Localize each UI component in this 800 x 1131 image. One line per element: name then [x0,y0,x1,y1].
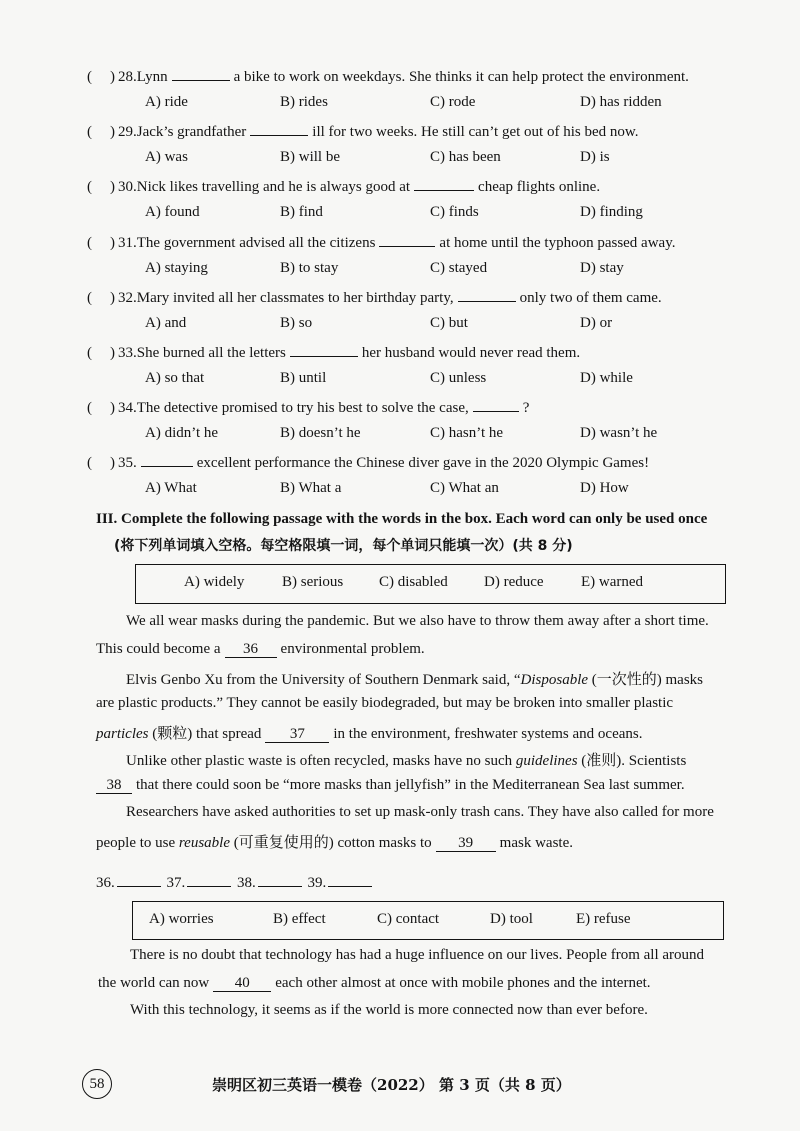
option-d[interactable]: D) has ridden [580,94,662,110]
word-box-2-item: C) contact [377,911,440,927]
answer-bracket-close: ) [110,455,115,471]
question-blank[interactable] [290,342,358,357]
question-31 [87,232,675,252]
word-box-1 [135,564,726,604]
question-number: 31. [118,235,137,251]
option-a[interactable]: A) What [145,480,197,496]
answer-36-field[interactable] [117,872,161,887]
answer-bracket[interactable]: ( [87,400,92,416]
question-number: 32. [118,290,137,306]
question-29 [87,121,639,141]
option-b[interactable]: B) rides [280,94,328,110]
answer-bracket[interactable]: ( [87,455,92,471]
option-c[interactable]: C) stayed [430,260,488,276]
option-c[interactable]: C) hasn’t he [430,425,504,441]
option-c[interactable]: C) finds [430,204,479,220]
option-c[interactable]: C) but [430,315,468,331]
question-blank[interactable] [458,287,516,302]
passage-line: are plastic products.” They cannot be easily biodegraded, but may be broken into smaller plastic [96,695,674,711]
option-a[interactable]: A) staying [145,260,208,276]
question-32 [87,287,662,307]
passage-line: particles (颗粒) that spread 37 in the environment, freshwater systems and oceans. [96,726,643,742]
question-stem-end: excellent performance the Chinese diver gave in the 2020 Olympic Games! [196,455,650,471]
option-c[interactable]: C) rode [430,94,476,110]
question-blank[interactable] [172,66,230,81]
passage-line: Unlike other plastic waste is often recycled, masks have no such guidelines (准则). Scientists [126,753,687,769]
question-stem: Jack’s grandfather [136,124,247,140]
question-stem-end: ill for two weeks. He still can’t get out of his bed now. [312,124,639,140]
word-box-1-item: D) reduce [484,574,544,590]
blank-37[interactable]: 37 [265,726,329,743]
section-title-zh: (将下列单词填入空格。每空格限填一词，每个单词只能填一次）(共 8 分) [114,538,573,554]
option-b[interactable]: B) What a [280,480,342,496]
blank-38[interactable]: 38 [96,777,132,794]
word-box-2 [132,901,724,940]
question-28 [87,66,689,86]
question-stem-end: ? [522,400,530,416]
question-blank[interactable] [250,121,308,136]
passage-line: With this technology, it seems as if the world is more connected now than ever before. [130,1002,648,1018]
word-box-2-item: B) effect [273,911,326,927]
answer-bracket-close: ) [110,235,115,251]
option-c[interactable]: C) What an [430,480,499,496]
answer-line: 36. 37. 38. 39. [96,872,374,892]
passage-line: There is no doubt that technology has had a huge influence on our lives. People from all around [130,947,705,963]
passage-line: the world can now 40 each other almost at once with mobile phones and the internet. [98,975,651,991]
section-title-en: III. Complete the following passage with the words in the box. Each word can only be used once [96,511,708,527]
question-stem-end: cheap flights online. [478,179,601,195]
blank-40[interactable]: 40 [213,975,271,992]
option-a[interactable]: A) so that [145,370,205,386]
option-a[interactable]: A) and [145,315,187,331]
question-blank[interactable] [141,452,193,467]
question-stem: The government advised all the citizens [136,235,376,251]
word-box-1-item: C) disabled [379,574,448,590]
option-b[interactable]: B) doesn’t he [280,425,361,441]
option-b[interactable]: B) will be [280,149,340,165]
question-30 [87,176,600,196]
option-b[interactable]: B) to stay [280,260,339,276]
option-d[interactable]: D) while [580,370,633,386]
page-number-circle: 58 [82,1069,112,1099]
question-35 [87,452,649,472]
question-blank[interactable] [414,176,474,191]
blank-36[interactable]: 36 [225,641,277,658]
question-stem: Lynn [136,69,168,85]
word-box-1-item: E) warned [581,574,644,590]
option-d[interactable]: D) wasn’t he [580,425,658,441]
option-b[interactable]: B) find [280,204,323,220]
word-box-1-item: B) serious [282,574,344,590]
answer-bracket-close: ) [110,400,115,416]
answer-bracket-close: ) [110,124,115,140]
question-number: 30. [118,179,137,195]
option-d[interactable]: D) is [580,149,610,165]
answer-bracket[interactable]: ( [87,345,92,361]
answer-bracket-close: ) [110,290,115,306]
question-number: 35. [118,455,137,471]
question-stem: Nick likes travelling and he is always good at [136,179,411,195]
answer-37-field[interactable] [187,872,231,887]
passage-line: 38 that there could soon be “more masks than jellyfish” in the Mediterranean Sea last summer. [96,777,685,794]
word-box-2-item: A) worries [149,911,214,927]
question-number: 29. [118,124,137,140]
option-d[interactable]: D) stay [580,260,624,276]
question-blank[interactable] [379,232,435,247]
option-d[interactable]: D) finding [580,204,643,220]
answer-bracket[interactable]: ( [87,235,92,251]
answer-bracket[interactable]: ( [87,179,92,195]
question-stem-end: at home until the typhoon passed away. [439,235,676,251]
question-stem: She burned all the letters [136,345,286,361]
blank-39[interactable]: 39 [436,835,496,852]
answer-bracket[interactable]: ( [87,69,92,85]
answer-38-field[interactable] [258,872,302,887]
answer-bracket-close: ) [110,179,115,195]
passage-line: Elvis Genbo Xu from the University of Southern Denmark said, “Disposable (一次性的) masks [126,672,704,688]
question-blank[interactable] [473,397,519,412]
option-a[interactable]: A) didn’t he [145,425,219,441]
question-number: 28. [118,69,137,85]
word-box-2-item: E) refuse [576,911,631,927]
answer-bracket-close: ) [110,69,115,85]
answer-bracket[interactable]: ( [87,124,92,140]
answer-bracket[interactable]: ( [87,290,92,306]
question-number: 34. [118,400,137,416]
question-stem: The detective promised to try his best to solve the case, [136,400,469,416]
option-c[interactable]: C) unless [430,370,487,386]
word-box-2-item: D) tool [490,911,533,927]
option-b[interactable]: B) until [280,370,327,386]
passage-line: Researchers have asked authorities to set up mask-only trash cans. They have also called for more [126,804,714,820]
question-number: 33. [118,345,137,361]
option-a[interactable]: A) ride [145,94,188,110]
page-footer: 崇明区初三英语一模卷（2022） 第 3 页（共 8 页） [212,1076,571,1094]
question-stem-end: a bike to work on weekdays. She thinks it can help protect the environment. [233,69,689,85]
question-stem: Mary invited all her classmates to her birthday party, [136,290,454,306]
question-34 [87,397,529,417]
option-a[interactable]: A) found [145,204,200,220]
passage-line: people to use reusable (可重复使用的) cotton masks to 39 mask waste. [96,835,573,851]
word-box-1-item: A) widely [184,574,245,590]
answer-39-field[interactable] [328,872,372,887]
question-stem-end: only two of them came. [519,290,662,306]
question-33 [87,342,580,362]
option-a[interactable]: A) was [145,149,188,165]
passage-line: This could become a 36 environmental problem. [96,641,425,657]
option-c[interactable]: C) has been [430,149,501,165]
option-b[interactable]: B) so [280,315,313,331]
answer-bracket-close: ) [110,345,115,361]
option-d[interactable]: D) How [580,480,629,496]
question-stem-end: her husband would never read them. [361,345,581,361]
passage-line: We all wear masks during the pandemic. But we also have to throw them away after a short time. [126,613,709,629]
option-d[interactable]: D) or [580,315,613,331]
